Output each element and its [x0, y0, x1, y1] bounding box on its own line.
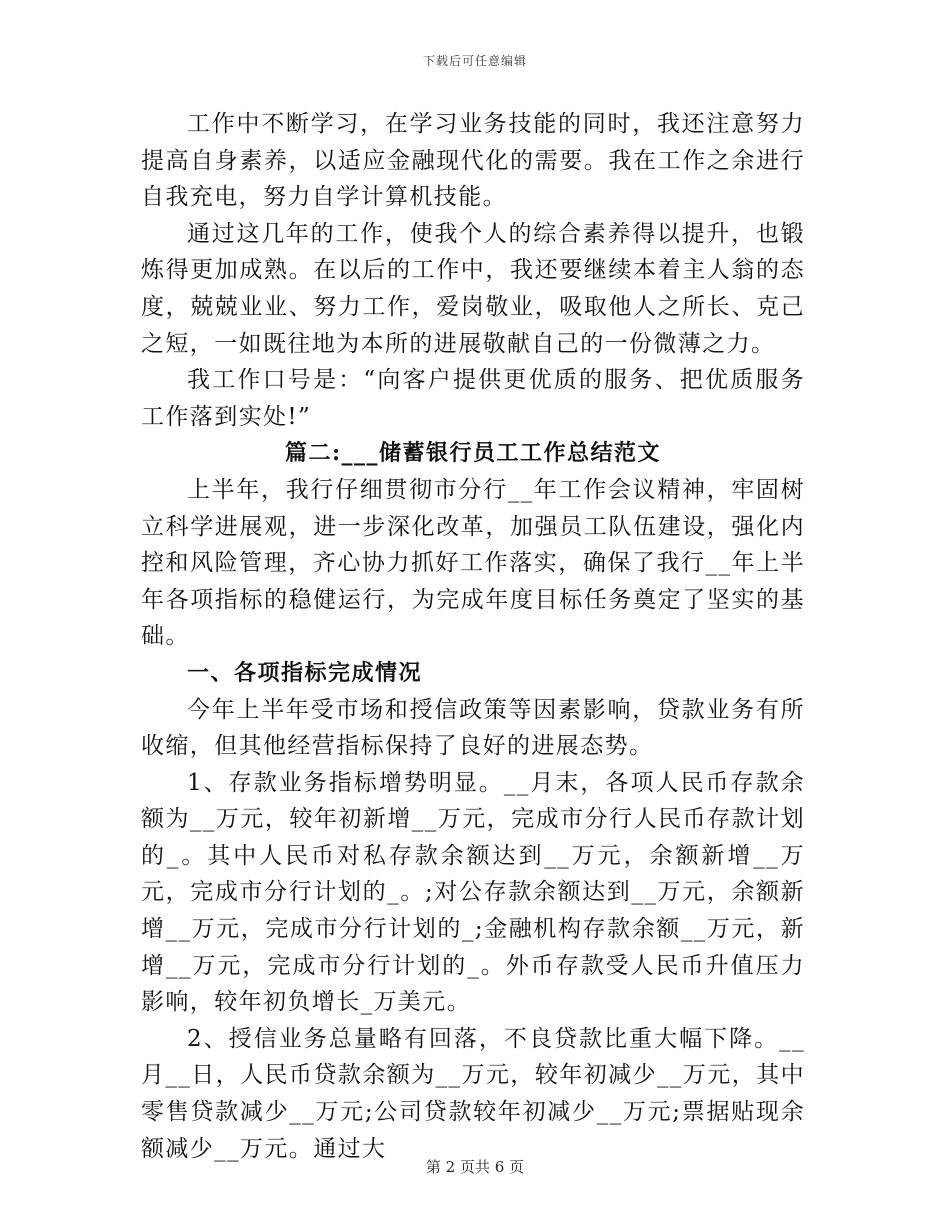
paragraph-growth: 通过这几年的工作，使我个人的综合素养得以提升，也锻炼得更加成熟。在以后的工作中，我还要继续本着主人翁的态度，兢兢业业、努力工作，爱岗敬业，吸取他人之所长、克己之短，一如既往地为本所的进展敬献自己的一份微薄之力。: [141, 220, 805, 357]
paragraph-deposits: 1、存款业务指标增势明显。__月末，各项人民币存款余额为__万元，较年初新增__万元，完成市分行人民币存款计划的_。其中人民币对私存款余额达到__万元，余额新增__万元，完成市分行计划的_。;对公存款余额达到__万元，余额新增__万元，完成市分行计划的_;金融机构存款余额__万元，新增__万元，完成市分行计划的_。外币存款受人民币升值压力影响，较年初负增长_万美元。: [141, 769, 805, 1016]
page-header-note: 下载后可任意编辑: [422, 54, 527, 68]
paragraph-intro: 上半年，我行仔细贯彻市分行__年工作会议精神，牢固树立科学进展观，进一步深化改革，加强员工队伍建设，强化内控和风险管理，齐心协力抓好工作落实，确保了我行__年上半年各项指标的稳健运行，为完成年度目标任务奠定了坚实的基础。: [141, 476, 805, 650]
paragraph-slogan: 我工作口号是：“向客户提供更优质的服务、把优质服务工作落到实处!”: [141, 367, 805, 430]
page-number-footer: 第 2 页共 6 页: [425, 1158, 525, 1176]
document-body: [141, 106, 805, 1167]
paragraph-credit: 2、授信业务总量略有回落，不良贷款比重大幅下降。__月__日，人民币贷款余额为__万元，较年初减少__万元，其中零售贷款减少__万元;公司贷款较年初减少__万元;票据贴现余额减少__万元。通过大: [141, 1025, 805, 1162]
paragraph-study: 工作中不断学习，在学习业务技能的同时，我还注意努力提高自身素养，以适应金融现代化的需要。我在工作之余进行自我充电，努力自学计算机技能。: [141, 111, 805, 211]
paragraph-overview: 今年上半年受市场和授信政策等因素影响，贷款业务有所收缩，但其他经营指标保持了良好的进展态势。: [141, 696, 805, 760]
section-heading-part-two: 篇二:___储蓄银行员工工作总结范文: [284, 440, 662, 467]
subsection-heading-indicators: 一、各项指标完成情况: [187, 659, 423, 686]
